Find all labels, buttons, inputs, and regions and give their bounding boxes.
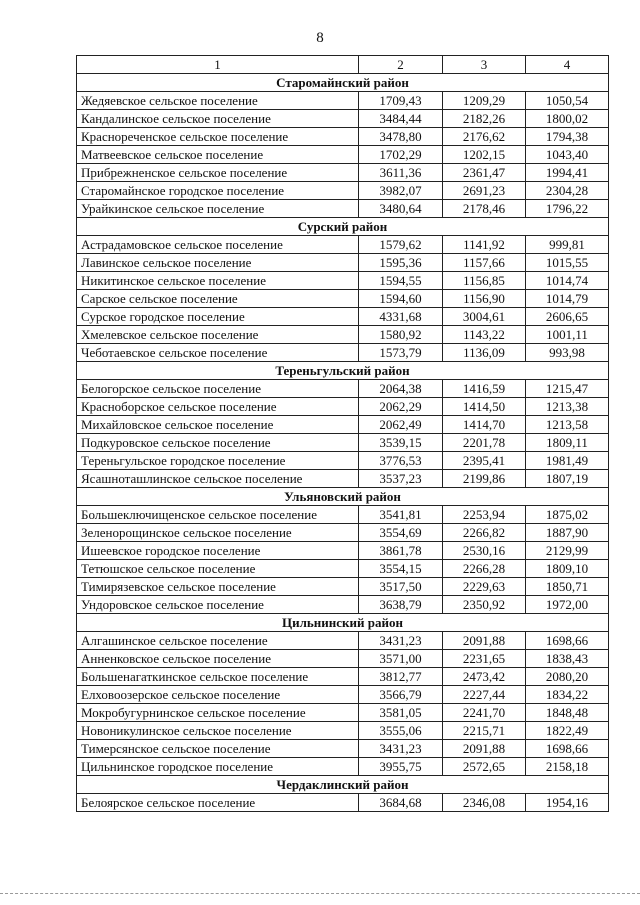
table-row bbox=[77, 416, 609, 434]
settlement-name-cell: Елховоозерское сельское поселение bbox=[77, 686, 359, 704]
settlement-name-cell: Матвеевское сельское поселение bbox=[77, 146, 359, 164]
value-cell-3: 2227,44 bbox=[443, 686, 526, 704]
table-row bbox=[77, 740, 609, 758]
value-cell-2: 3484,44 bbox=[359, 110, 443, 128]
table-row bbox=[77, 146, 609, 164]
district-name: Чердаклинский район bbox=[77, 776, 609, 794]
column-header: 3 bbox=[443, 56, 526, 74]
value-cell-3: 1416,59 bbox=[443, 380, 526, 398]
settlement-name-cell: Жедяевское сельское поселение bbox=[77, 92, 359, 110]
value-cell-2: 3555,06 bbox=[359, 722, 443, 740]
settlement-name-cell: Зеленорощинское сельское поселение bbox=[77, 524, 359, 542]
value-cell-4: 1848,48 bbox=[526, 704, 609, 722]
value-cell-4: 1014,79 bbox=[526, 290, 609, 308]
column-header: 4 bbox=[526, 56, 609, 74]
value-cell-2: 3611,36 bbox=[359, 164, 443, 182]
value-cell-4: 1015,55 bbox=[526, 254, 609, 272]
value-cell-3: 1141,92 bbox=[443, 236, 526, 254]
value-cell-4: 1014,74 bbox=[526, 272, 609, 290]
district-name: Тереньгульский район bbox=[77, 362, 609, 380]
value-cell-2: 1709,43 bbox=[359, 92, 443, 110]
value-cell-4: 1981,49 bbox=[526, 452, 609, 470]
value-cell-4: 2080,20 bbox=[526, 668, 609, 686]
value-cell-2: 3431,23 bbox=[359, 740, 443, 758]
district-name: Сурский район bbox=[77, 218, 609, 236]
value-cell-2: 1594,60 bbox=[359, 290, 443, 308]
value-cell-3: 1209,29 bbox=[443, 92, 526, 110]
table-row bbox=[77, 470, 609, 488]
value-cell-2: 3684,68 bbox=[359, 794, 443, 812]
district-row bbox=[77, 776, 609, 794]
settlement-name-cell: Чеботаевское сельское поселение bbox=[77, 344, 359, 362]
settlement-name-cell: Кандалинское сельское поселение bbox=[77, 110, 359, 128]
district-row bbox=[77, 488, 609, 506]
value-cell-4: 1043,40 bbox=[526, 146, 609, 164]
value-cell-4: 2129,99 bbox=[526, 542, 609, 560]
table-row bbox=[77, 272, 609, 290]
settlement-name-cell: Старомайнское городское поселение bbox=[77, 182, 359, 200]
value-cell-2: 3982,07 bbox=[359, 182, 443, 200]
data-table bbox=[76, 55, 609, 812]
table-row bbox=[77, 308, 609, 326]
value-cell-3: 1156,90 bbox=[443, 290, 526, 308]
table-row bbox=[77, 704, 609, 722]
value-cell-3: 2266,28 bbox=[443, 560, 526, 578]
value-cell-2: 3955,75 bbox=[359, 758, 443, 776]
value-cell-4: 993,98 bbox=[526, 344, 609, 362]
value-cell-3: 1157,66 bbox=[443, 254, 526, 272]
settlement-name-cell: Белоярское сельское поселение bbox=[77, 794, 359, 812]
table-row bbox=[77, 110, 609, 128]
value-cell-4: 1809,10 bbox=[526, 560, 609, 578]
table-row bbox=[77, 560, 609, 578]
table-row bbox=[77, 578, 609, 596]
settlement-name-cell: Никитинское сельское поселение bbox=[77, 272, 359, 290]
value-cell-4: 1850,71 bbox=[526, 578, 609, 596]
settlement-name-cell: Новоникулинское сельское поселение bbox=[77, 722, 359, 740]
value-cell-4: 1954,16 bbox=[526, 794, 609, 812]
value-cell-2: 3861,78 bbox=[359, 542, 443, 560]
value-cell-2: 3517,50 bbox=[359, 578, 443, 596]
value-cell-2: 2064,38 bbox=[359, 380, 443, 398]
settlement-name-cell: Белогорское сельское поселение bbox=[77, 380, 359, 398]
settlement-name-cell: Сурское городское поселение bbox=[77, 308, 359, 326]
header-row bbox=[77, 56, 609, 74]
table-row bbox=[77, 398, 609, 416]
value-cell-2: 3812,77 bbox=[359, 668, 443, 686]
column-header: 1 bbox=[77, 56, 359, 74]
value-cell-4: 1213,38 bbox=[526, 398, 609, 416]
value-cell-4: 2158,18 bbox=[526, 758, 609, 776]
table-row bbox=[77, 380, 609, 398]
value-cell-3: 1136,09 bbox=[443, 344, 526, 362]
value-cell-4: 1215,47 bbox=[526, 380, 609, 398]
table-row bbox=[77, 254, 609, 272]
settlement-name-cell: Михайловское сельское поселение bbox=[77, 416, 359, 434]
value-cell-2: 3581,05 bbox=[359, 704, 443, 722]
value-cell-4: 1807,19 bbox=[526, 470, 609, 488]
settlement-name-cell: Красноборское сельское поселение bbox=[77, 398, 359, 416]
value-cell-3: 2091,88 bbox=[443, 740, 526, 758]
settlement-name-cell: Мокробугурнинское сельское поселение bbox=[77, 704, 359, 722]
value-cell-4: 2304,28 bbox=[526, 182, 609, 200]
table-row bbox=[77, 290, 609, 308]
value-cell-4: 1796,22 bbox=[526, 200, 609, 218]
table-row bbox=[77, 686, 609, 704]
district-name: Цильнинский район bbox=[77, 614, 609, 632]
value-cell-3: 2215,71 bbox=[443, 722, 526, 740]
settlement-name-cell: Алгашинское сельское поселение bbox=[77, 632, 359, 650]
value-cell-4: 1994,41 bbox=[526, 164, 609, 182]
table-row bbox=[77, 650, 609, 668]
value-cell-4: 1875,02 bbox=[526, 506, 609, 524]
table-row bbox=[77, 506, 609, 524]
table-row bbox=[77, 182, 609, 200]
value-cell-2: 3541,81 bbox=[359, 506, 443, 524]
value-cell-2: 3776,53 bbox=[359, 452, 443, 470]
value-cell-2: 3554,69 bbox=[359, 524, 443, 542]
value-cell-2: 1595,36 bbox=[359, 254, 443, 272]
value-cell-4: 1050,54 bbox=[526, 92, 609, 110]
table-row bbox=[77, 596, 609, 614]
value-cell-3: 2361,47 bbox=[443, 164, 526, 182]
table-row bbox=[77, 524, 609, 542]
value-cell-3: 2091,88 bbox=[443, 632, 526, 650]
value-cell-2: 3480,64 bbox=[359, 200, 443, 218]
district-row bbox=[77, 362, 609, 380]
value-cell-3: 2473,42 bbox=[443, 668, 526, 686]
value-cell-2: 3537,23 bbox=[359, 470, 443, 488]
value-cell-2: 1594,55 bbox=[359, 272, 443, 290]
value-cell-4: 2606,65 bbox=[526, 308, 609, 326]
value-cell-3: 2346,08 bbox=[443, 794, 526, 812]
value-cell-2: 1573,79 bbox=[359, 344, 443, 362]
district-name: Ульяновский район bbox=[77, 488, 609, 506]
value-cell-3: 1414,70 bbox=[443, 416, 526, 434]
settlement-name-cell: Большеключищенское сельское поселение bbox=[77, 506, 359, 524]
value-cell-2: 1580,92 bbox=[359, 326, 443, 344]
table-row bbox=[77, 542, 609, 560]
value-cell-2: 2062,49 bbox=[359, 416, 443, 434]
value-cell-4: 1794,38 bbox=[526, 128, 609, 146]
table-row bbox=[77, 722, 609, 740]
value-cell-3: 2572,65 bbox=[443, 758, 526, 776]
value-cell-4: 1800,02 bbox=[526, 110, 609, 128]
settlement-name-cell: Урайкинское сельское поселение bbox=[77, 200, 359, 218]
table-row bbox=[77, 632, 609, 650]
value-cell-3: 2530,16 bbox=[443, 542, 526, 560]
value-cell-4: 1887,90 bbox=[526, 524, 609, 542]
settlement-name-cell: Цильнинское городское поселение bbox=[77, 758, 359, 776]
value-cell-2: 3638,79 bbox=[359, 596, 443, 614]
settlement-name-cell: Тереньгульское городское поселение bbox=[77, 452, 359, 470]
settlement-name-cell: Ишеевское городское поселение bbox=[77, 542, 359, 560]
value-cell-2: 4331,68 bbox=[359, 308, 443, 326]
value-cell-3: 2395,41 bbox=[443, 452, 526, 470]
value-cell-2: 3571,00 bbox=[359, 650, 443, 668]
value-cell-2: 3566,79 bbox=[359, 686, 443, 704]
value-cell-2: 2062,29 bbox=[359, 398, 443, 416]
settlement-name-cell: Подкуровское сельское поселение bbox=[77, 434, 359, 452]
table-body bbox=[77, 74, 609, 812]
table-row bbox=[77, 452, 609, 470]
settlement-name-cell: Лавинское сельское поселение bbox=[77, 254, 359, 272]
page-bottom-edge bbox=[0, 893, 640, 894]
value-cell-4: 1834,22 bbox=[526, 686, 609, 704]
settlement-name-cell: Хмелевское сельское поселение bbox=[77, 326, 359, 344]
value-cell-4: 1698,66 bbox=[526, 632, 609, 650]
district-name: Старомайнский район bbox=[77, 74, 609, 92]
settlement-name-cell: Краснореченское сельское поселение bbox=[77, 128, 359, 146]
value-cell-3: 1202,15 bbox=[443, 146, 526, 164]
settlement-name-cell: Тимерсянское сельское поселение bbox=[77, 740, 359, 758]
value-cell-2: 3554,15 bbox=[359, 560, 443, 578]
table-row bbox=[77, 794, 609, 812]
value-cell-4: 1809,11 bbox=[526, 434, 609, 452]
value-cell-3: 1143,22 bbox=[443, 326, 526, 344]
table-row bbox=[77, 128, 609, 146]
value-cell-3: 1414,50 bbox=[443, 398, 526, 416]
value-cell-3: 2253,94 bbox=[443, 506, 526, 524]
table-row bbox=[77, 758, 609, 776]
value-cell-3: 2229,63 bbox=[443, 578, 526, 596]
value-cell-4: 1838,43 bbox=[526, 650, 609, 668]
value-cell-4: 1972,00 bbox=[526, 596, 609, 614]
table-row bbox=[77, 164, 609, 182]
value-cell-4: 1698,66 bbox=[526, 740, 609, 758]
value-cell-2: 3431,23 bbox=[359, 632, 443, 650]
settlement-name-cell: Прибрежненское сельское поселение bbox=[77, 164, 359, 182]
settlement-name-cell: Анненковское сельское поселение bbox=[77, 650, 359, 668]
settlement-name-cell: Ясашноташлинское сельское поселение bbox=[77, 470, 359, 488]
value-cell-4: 1213,58 bbox=[526, 416, 609, 434]
settlement-name-cell: Сарское сельское поселение bbox=[77, 290, 359, 308]
value-cell-4: 999,81 bbox=[526, 236, 609, 254]
value-cell-4: 1822,49 bbox=[526, 722, 609, 740]
district-row bbox=[77, 218, 609, 236]
value-cell-3: 2231,65 bbox=[443, 650, 526, 668]
value-cell-4: 1001,11 bbox=[526, 326, 609, 344]
value-cell-2: 1702,29 bbox=[359, 146, 443, 164]
value-cell-3: 2691,23 bbox=[443, 182, 526, 200]
table-row bbox=[77, 344, 609, 362]
value-cell-3: 2199,86 bbox=[443, 470, 526, 488]
value-cell-3: 2176,62 bbox=[443, 128, 526, 146]
district-row bbox=[77, 74, 609, 92]
value-cell-3: 2201,78 bbox=[443, 434, 526, 452]
settlement-name-cell: Ундоровское сельское поселение bbox=[77, 596, 359, 614]
value-cell-3: 2241,70 bbox=[443, 704, 526, 722]
column-header: 2 bbox=[359, 56, 443, 74]
value-cell-3: 2182,26 bbox=[443, 110, 526, 128]
table-row bbox=[77, 668, 609, 686]
settlement-name-cell: Астрадамовское сельское поселение bbox=[77, 236, 359, 254]
table-row bbox=[77, 92, 609, 110]
value-cell-2: 3478,80 bbox=[359, 128, 443, 146]
value-cell-3: 3004,61 bbox=[443, 308, 526, 326]
district-row bbox=[77, 614, 609, 632]
settlement-name-cell: Тимирязевское сельское поселение bbox=[77, 578, 359, 596]
page-number: 8 bbox=[316, 30, 324, 46]
value-cell-3: 1156,85 bbox=[443, 272, 526, 290]
value-cell-2: 3539,15 bbox=[359, 434, 443, 452]
table-row bbox=[77, 236, 609, 254]
value-cell-3: 2266,82 bbox=[443, 524, 526, 542]
settlement-name-cell: Большенагаткинское сельское поселение bbox=[77, 668, 359, 686]
table-row bbox=[77, 434, 609, 452]
table-row bbox=[77, 200, 609, 218]
settlement-name-cell: Тетюшское сельское поселение bbox=[77, 560, 359, 578]
table-row bbox=[77, 326, 609, 344]
value-cell-3: 2178,46 bbox=[443, 200, 526, 218]
value-cell-2: 1579,62 bbox=[359, 236, 443, 254]
value-cell-3: 2350,92 bbox=[443, 596, 526, 614]
